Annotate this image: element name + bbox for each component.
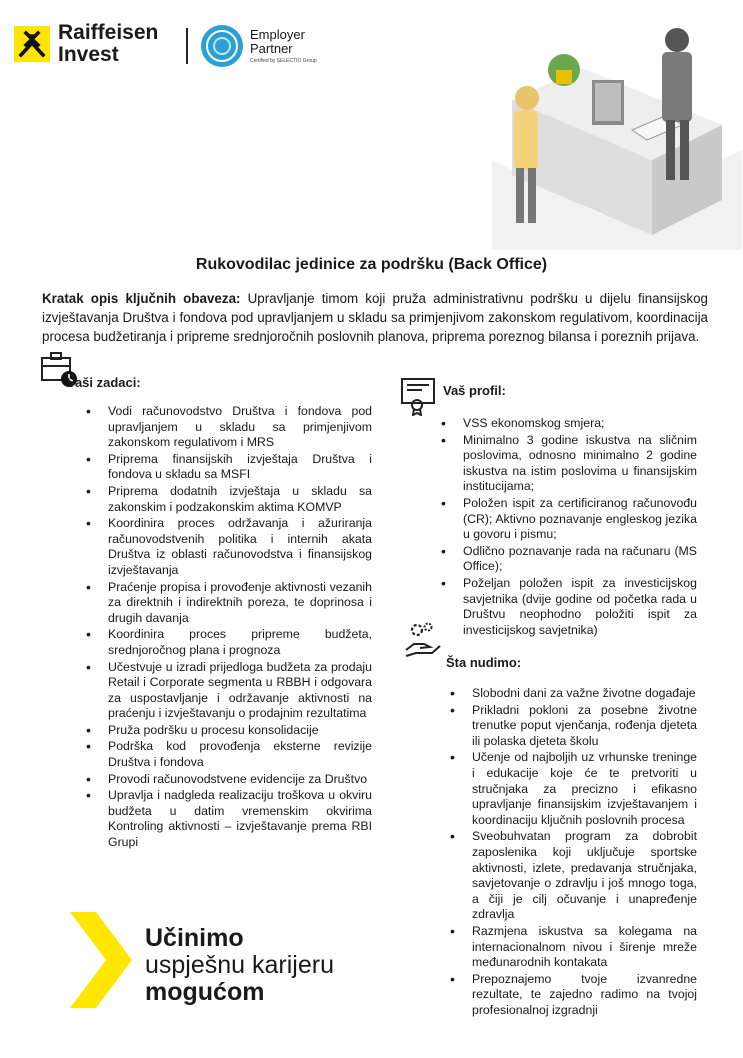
office-illustration <box>452 0 742 250</box>
list-item: • Praćenje propisa i provođenje aktivnosti vezanih za direktnih i indirektnih poreza, te doprinosa i drugih davanja <box>108 580 372 627</box>
list-item: • Koordinira proces pripreme budžeta, srednjoročnog plana i prognoza <box>108 627 372 658</box>
hand-gears-icon <box>404 620 444 660</box>
profile-heading: Vaš profil: <box>443 383 506 398</box>
brand-subname: Invest <box>58 43 119 66</box>
badge-certification: Certified by SELECTIO Group <box>250 58 317 64</box>
list-item: • Odlično poznavanje rada na računaru (MS Office); <box>463 544 697 575</box>
list-item: • Učestvuje u izradi prijedloga budžeta za prodaju Retail i Corporate segmenta u RBBH i odgovara za uspostavljanje i održavanje aktivnosti na praćenju i izvještavanju o prodajnim rezultatima <box>108 660 372 722</box>
list-item: • Vodi računovodstvo Društva i fondova pod upravljanjem u skladu sa primjenjivom zakonskom regulativom i MRS <box>108 404 372 451</box>
list-item: • VSS ekonomskog smjera; <box>463 416 697 432</box>
intro-label: Kratak opis ključnih obaveza: <box>42 291 241 306</box>
badge-subtitle: Partner <box>250 41 293 56</box>
tagline-line2: uspješnu karijeru <box>145 951 334 979</box>
job-title: Rukovodilac jedinice za podršku (Back Office) <box>195 256 548 273</box>
list-item: • Prikladni pokloni za posebne životne trenutke poput vjenčanja, rođenja djeteta ili polaska djeteta školu <box>472 703 697 750</box>
brand-name: Raiffeisen <box>58 21 159 44</box>
badge-title: Employer <box>250 27 305 42</box>
list-item: • Učenje od najboljih uz vrhunske treninge i edukacije koje će te pretvoriti u stručnjaka za precizno i efikasno upravljanje finansijskim izvještavanjem i koordinaciju ključnih poslovnih procesa <box>472 750 697 828</box>
tagline-line3: mogućom <box>145 978 265 1006</box>
list-item: • Minimalno 3 godine iskustva na sličnim poslovima, odnosno minimalno 2 godine iskustva na istim poslovima u finansijskim institucijama; <box>463 433 697 495</box>
list-item: • Priprema dodatnih izvještaja u skladu sa zakonskim i podzakonskim aktima KOMVP <box>108 484 372 515</box>
employer-partner-badge-icon <box>200 24 244 68</box>
tasks-heading: Vaši zadaci: <box>67 375 141 390</box>
offer-list <box>472 686 697 1019</box>
list-item: • Slobodni dani za važne životne događaje <box>472 686 697 702</box>
offer-heading: Šta nudimo: <box>446 655 522 670</box>
list-item: • Prepoznajemo tvoje izvanredne rezultate, te zajedno radimo na tvojoj profesionalnoj izgradnji <box>472 972 697 1019</box>
job-intro <box>42 289 708 346</box>
header-divider <box>186 28 188 64</box>
tasks-list <box>108 404 372 852</box>
profile-list <box>463 416 697 639</box>
list-item: • Podrška kod provođenja eksterne revizije Društva i fondova <box>108 739 372 770</box>
list-item: • Priprema finansijskih izvještaja Društva i fondova u skladu sa MSFI <box>108 452 372 483</box>
list-item: • Poželjan položen ispit za investicijskog savjetnika (dvije godine od početka rada u Društvu neophodno položiti ispit za investicijskog savjetnika) <box>463 576 697 638</box>
yellow-chevron-icon <box>70 912 132 1008</box>
certificate-icon <box>400 376 440 416</box>
list-item: • Provodi računovodstvene evidencije za Društvo <box>108 772 372 788</box>
list-item: • Koordinira proces održavanja i ažuriranja računovodstvenih politika i internih akata Društva iz oblasti računovodstva i finansijskog izvještavanja <box>108 516 372 578</box>
list-item: • Sveobuhvatan program za dobrobit zaposlenika koji uključuje sportske aktivnosti, izlete, predavanja stručnjaka, savjetovanje o zdravlju i još mnogo toga, a čiji je cilj očuvanje i unapređenje zdravlja <box>472 829 697 923</box>
list-item: • Pruža podršku u procesu konsolidacije <box>108 723 372 739</box>
list-item: • Položen ispit za certificiranog računovođu (CR); Aktivno poznavanje engleskog jezika u govoru i pismu; <box>463 496 697 543</box>
list-item: • Razmjena iskustva sa kolegama na internacionalnom nivou i širenje mreže međunarodnih kontakata <box>472 924 697 971</box>
list-item: • Upravlja i nadgleda realizaciju troškova u okviru budžeta u datim vremenskim okvirima Kontroling aktivnosti – izvještavanje prema RBI Grupi <box>108 788 372 850</box>
tagline-line1: Učinimo <box>145 924 244 952</box>
raiffeisen-logo-icon <box>14 26 50 62</box>
intro-text: Upravljanje timom koji pruža administrativnu podršku u dijelu finansijskog izvještavanja Društva i fondova pod upravljanjem u skladu sa primjenjivom zakonskom regulativom, koordinacija procesa budžetiranja i pripreme srednjoročnih poslovnih planova, priprema poreznog bilansa i poreznih prijava. <box>42 291 708 344</box>
